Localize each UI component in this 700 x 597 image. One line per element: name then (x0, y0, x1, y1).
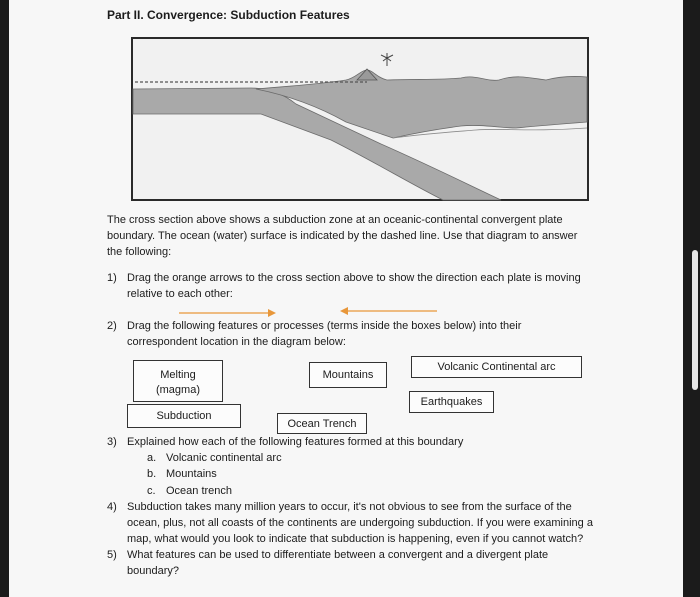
q3-item-c-text: Ocean trench (166, 485, 233, 497)
q3-item-b-label: b. (147, 468, 157, 480)
q3-number: 3) (107, 436, 117, 448)
melting-label: Melting (160, 369, 196, 381)
q4-line-2: ocean, plus, not all coasts of the continents are undergoing subduction. If you were examining a (127, 517, 593, 529)
scrollbar-track[interactable] (683, 0, 700, 597)
q2-line-2: correspondent location in the diagram below: (127, 336, 346, 348)
q3-item-a-text: Volcanic continental arc (166, 452, 282, 464)
intro-line-1: The cross section above shows a subduction zone at an oceanic-continental convergent plate (107, 214, 563, 226)
q5-line-2: boundary? (127, 565, 179, 577)
scrollbar-thumb[interactable] (692, 250, 698, 390)
term-box-mountains[interactable]: Mountains (309, 362, 387, 388)
q3-item-b-text: Mountains (166, 468, 217, 480)
q5-number: 5) (107, 549, 117, 561)
q3-text: Explained how each of the following features formed at this boundary (127, 436, 464, 448)
q5-line-1: What features can be used to differentiate between a convergent and a divergent plate (127, 549, 549, 561)
q1-number: 1) (107, 272, 117, 284)
left-dark-border (0, 0, 9, 597)
magma-label: (magma) (155, 384, 200, 396)
q1-line-2: relative to each other: (127, 288, 233, 300)
q4-line-1: Subduction takes many million years to occur, it's not obvious to see from the surface of the (127, 501, 572, 513)
term-box-melting[interactable] (133, 360, 223, 402)
term-box-earthquakes[interactable]: Earthquakes (409, 391, 494, 413)
q4-number: 4) (107, 501, 117, 513)
q4-line-3: map, what would you look to indicate that subduction is happening, even if you cannot watch? (127, 533, 584, 545)
orange-arrow-right[interactable] (177, 308, 277, 318)
intro-line-2: boundary. The ocean (water) surface is indicated by the dashed line. Use that diagram to answer (107, 230, 578, 242)
q2-line-1: Drag the following features or processes (terms inside the boxes below) into their (127, 320, 522, 332)
q3-item-a-label: a. (147, 452, 157, 464)
q1-line-1: Drag the orange arrows to the cross section above to show the direction each plate is moving (127, 272, 581, 284)
subduction-cross-section-diagram (131, 36, 589, 201)
term-box-ocean-trench[interactable]: Ocean Trench (277, 413, 367, 434)
term-box-subduction[interactable]: Subduction (127, 404, 241, 428)
orange-arrow-left[interactable] (339, 306, 439, 316)
document-page (9, 0, 683, 597)
intro-line-3: the following: (107, 246, 172, 258)
term-box-volcanic-arc[interactable]: Volcanic Continental arc (411, 356, 582, 378)
q3-item-c-label: c. (147, 485, 156, 497)
q2-number: 2) (107, 320, 117, 332)
page-title: Part II. Convergence: Subduction Features (107, 8, 350, 22)
